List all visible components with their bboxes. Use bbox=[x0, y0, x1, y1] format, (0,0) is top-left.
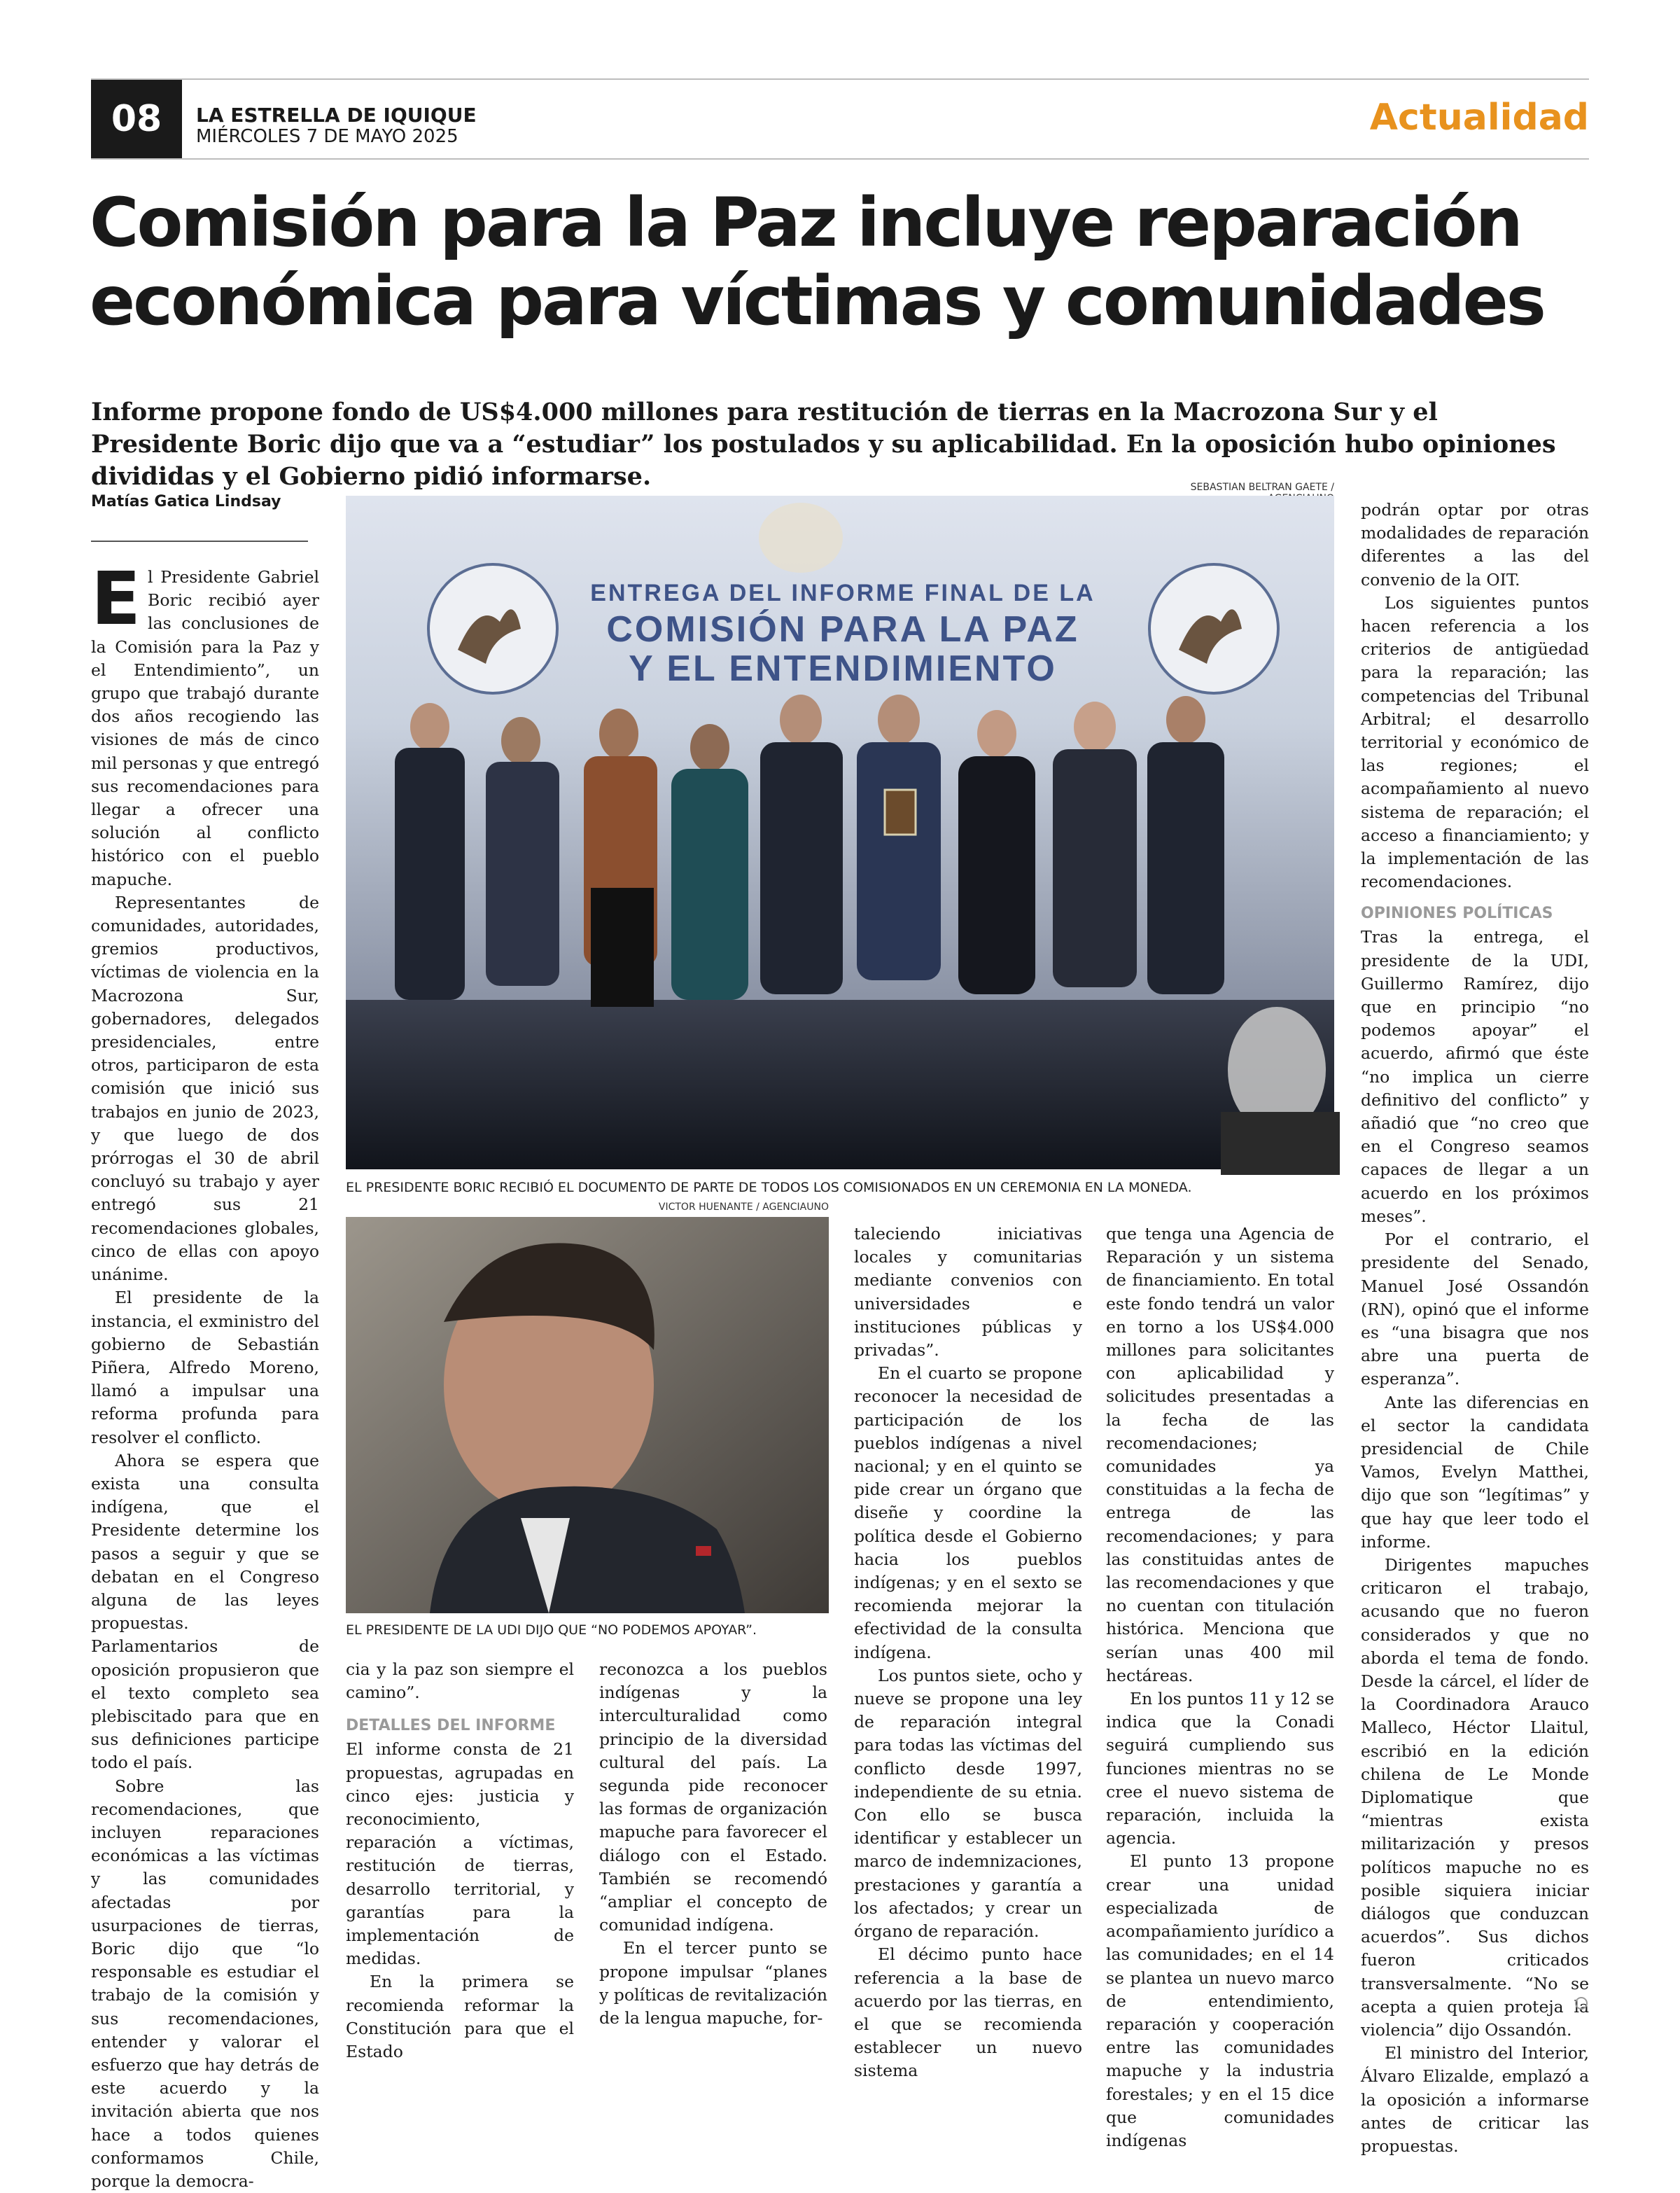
col1-paragraph-1: l Presidente Gabriel Boric recibió ayer las conclusiones de la Comisión para la Paz y el Entendimiento”, un grupo que trabajó durante dos años recogiendo las visiones de más de cinco mil personas y que entregó sus recomendaciones para llegar a ofrecer una solución al conflicto histórico con el pueblo mapuche. bbox=[91, 567, 319, 889]
col5-paragraph-2: Los siguientes puntos hacen referencia a los criterios de antigüedad para la reparación; las competencias del Tribunal Arbitral; el desarrollo territorial y económico de las regiones; el acompañamiento al nuevo sistema de reparación; el acceso a financiamiento; y la implementación de las recomendaciones. bbox=[1361, 592, 1589, 892]
col5-paragraph-7: El ministro del Interior, Álvaro Elizalde, emplazó a la oposición a informarse antes de criticar las propuestas. bbox=[1361, 2043, 1589, 2157]
secondary-photo bbox=[346, 1217, 829, 1613]
column-4 bbox=[1106, 1223, 1334, 2152]
section-label: Actualidad bbox=[1369, 97, 1589, 139]
col3-continuation-1: reconozca a los pueblos indígenas y la interculturalidad como principio de la diversidad cultural del país. La segunda pide reconocer las formas de organización mapuche para favorecer el diálogo con el Estado. También se recomendó “ampliar el concepto de comunidad indígena. bbox=[599, 1659, 827, 1935]
secondary-photo-credit: VICTOR HUENANTE / AGENCIAUNO bbox=[658, 1202, 829, 1213]
col4-paragraph-1: que tenga una Agencia de Reparación y un sistema de financiamiento. En total este fondo tendrá un valor en torno a los US$4.000 millones para solicitantes con aplicabilidad y solicitudes presentadas a la fecha de las recomendaciones; comunidades ya constituidas a la fecha de entrega de las recomendaciones; y para las constituidas antes de las recomendaciones y que no cuentan con titulación histórica. Menciona que serían unas 400 mil hectáreas. bbox=[1106, 1224, 1334, 1685]
newspaper-name: LA ESTRELLA DE IQUIQUE bbox=[196, 104, 477, 127]
section-head-detalles: DETALLES DEL INFORME bbox=[346, 1717, 556, 1735]
subheadline: Informe propone fondo de US$4.000 millones para restitución de tierras en la Macrozona Sur y el Presidente Boric dijo que va a “estudiar” los postulados y su aplicabilidad. En la oposición hubo opiniones divididas y el Gobierno pidió informarse. bbox=[91, 398, 1556, 491]
main-photo-credit: SEBASTIAN BELTRAN GAETE / bbox=[1190, 482, 1334, 493]
ceremony-photo-illustration bbox=[346, 496, 1334, 1169]
col1-paragraph-4: Ahora se espera que exista una consulta indígena, que el Presidente determine los pasos a seguir y que se debatan en el Congreso alguna de las leyes propuestas. Parlamentarios de oposición propusieron que el texto completo sea plebiscitado para que en sus definiciones participe todo el país. bbox=[91, 1450, 319, 1773]
dropcap: E bbox=[91, 556, 141, 641]
main-photo bbox=[346, 496, 1334, 1169]
byline: Matías Gatica Lindsay bbox=[91, 493, 281, 510]
col5-paragraph-5: Ante las diferencias en el sector la candidata presidencial de Chile Vamos, Evelyn Matthei, dijo que son “legítimas” y que hay que leer todo el informe. bbox=[1361, 1392, 1589, 1552]
portrait-photo-illustration bbox=[346, 1217, 829, 1613]
col3-continuation-2: En el tercer punto se propone impulsar “planes y políticas de revitalización de la lengua mapuche, for- bbox=[599, 1938, 827, 2028]
col5-paragraph-4: Por el contrario, el presidente del Senado, Manuel José Ossandón (RN), opinó que el informe es “una bisagra que nos abre una puerta de esperanza”. bbox=[1361, 1230, 1589, 1389]
col3-paragraph-1: taleciendo iniciativas locales y comunitarias mediante convenios con universidades e instituciones públicas y privadas”. bbox=[854, 1224, 1082, 1360]
page-number: 08 bbox=[91, 80, 182, 158]
col2-paragraph-2: El informe consta de 21 propuestas, agrupadas en cinco ejes: justicia y reconocimiento, reparación a víctimas, restitución de tierras, desarrollo territorial, y garantías para la implementación de medidas. bbox=[346, 1739, 574, 1969]
column-3 bbox=[854, 1223, 1082, 2083]
byline-rule bbox=[91, 541, 308, 542]
col5-paragraph-3: Tras la entrega, el presidente de la UDI, Guillermo Ramírez, dijo que en principio “no podemos apoyar” el acuerdo, afirmó que éste “no implica un cierre definitivo del conflicto” y añadió que “no creo que en el Congreso seamos capaces de llegar a un acuerdo en los próximos meses”. bbox=[1361, 927, 1589, 1226]
column-1 bbox=[91, 556, 319, 2193]
issue-date: MIÉRCOLES 7 DE MAYO 2025 bbox=[196, 126, 458, 147]
col2-paragraph-3: En la primera se recomienda reformar la Constitución para que el Estado bbox=[346, 1972, 574, 2062]
col3-paragraph-2: En el cuarto se propone reconocer la necesidad de participación de los pueblos indígenas a nivel nacional; y en el quinto se pide crear un órgano que diseñe y coordine la política desde el Gobierno hacia los pueblos indígenas; y en el sexto se recomienda mejorar la efectividad de la consulta indígena. bbox=[854, 1363, 1082, 1662]
end-of-article-icon bbox=[1575, 1997, 1588, 2010]
column-2b bbox=[599, 1658, 827, 2030]
headline: Comisión para la Paz incluye reparación económica para víctimas y comunidades bbox=[90, 183, 1544, 340]
section-head-opiniones: OPINIONES POLÍTICAS bbox=[1361, 905, 1553, 923]
col5-paragraph-1: podrán optar por otras modalidades de reparación diferentes a las del convenio de la OIT. bbox=[1361, 500, 1589, 590]
col3-paragraph-3: Los puntos siete, ocho y nueve se propone una ley de reparación integral para todas las víctimas del conflicto desde 1997, independiente de su etnia. Con ello se busca identificar y establecer un marco de indemnizaciones, prestaciones y garantía a los afectados; y crear un órgano de reparación. bbox=[854, 1665, 1082, 1942]
col1-paragraph-2: Representantes de comunidades, autoridades, gremios productivos, víctimas de violencia en la Macrozona Sur, gobernadores, delegados presidenciales, entre otros, participaron de esta comisión que inició sus trabajos en junio de 2023, y que luego de dos prórrogas el 30 de abril concluyó su trabajo y ayer entregó sus 21 recomendaciones globales, cinco de ellas con apoyo unánime. bbox=[91, 892, 319, 1285]
col4-paragraph-2: En los puntos 11 y 12 se indica que la Conadi seguirá cumpliendo sus funciones mientras no se cree el nuevo sistema de reparación, incluida la agencia. bbox=[1106, 1689, 1334, 1849]
secondary-photo-caption: EL PRESIDENTE DE LA UDI DIJO QUE “NO PODEMOS APOYAR”. bbox=[346, 1622, 757, 1638]
col2-paragraph-1: cia y la paz son siempre el camino”. bbox=[346, 1659, 574, 1703]
header-rule bbox=[91, 158, 1589, 160]
banner-line-2: COMISIÓN PARA LA PAZ bbox=[606, 609, 1079, 650]
col1-paragraph-3: El presidente de la instancia, el exministro del gobierno de Sebastián Piñera, Alfredo Moreno, llamó a impulsar una reforma profunda para resolver el conflicto. bbox=[91, 1288, 319, 1447]
column-2 bbox=[346, 1658, 574, 2063]
col3-paragraph-4: El décimo punto hace referencia a la base de acuerdo por las tierras, en el que se recomienda establecer un nuevo sistema bbox=[854, 1944, 1082, 2081]
top-rule bbox=[91, 78, 1589, 80]
banner-line-3: Y EL ENTENDIMIENTO bbox=[629, 648, 1057, 689]
main-photo-caption: EL PRESIDENTE BORIC RECIBIÓ EL DOCUMENTO DE PARTE DE TODOS LOS COMISIONADOS EN UN CEREMONIA EN LA MONEDA. bbox=[346, 1180, 1192, 1195]
banner-line-1: ENTREGA DEL INFORME FINAL DE LA bbox=[590, 580, 1096, 606]
column-5 bbox=[1361, 499, 1589, 2158]
col1-paragraph-5: Sobre las recomendaciones, que incluyen reparaciones económicas a las víctimas y las comunidades afectadas por usurpaciones de tierras, Boric dijo que “lo responsable es estudiar el trabajo de la comisión y sus recomendaciones, entender y valorar el esfuerzo que hay detrás de este acuerdo y la invitación abierta que nos hace a todos quienes conformamos Chile, porque la democra- bbox=[91, 1776, 319, 2192]
col5-paragraph-6: Dirigentes mapuches criticaron el trabajo, acusando que no fueron considerados y que no aborda el tema de fondo. Desde la cárcel, el líder de la Coordinadora Arauco Malleco, Héctor Llaitul, escribió en la edición chilena de Le Monde Diplomatique que “mientras exista militarización y presos políticos mapuche no es posible siquiera iniciar diálogos que conduzcan acuerdos”. Sus dichos fueron criticados transversalmente. “No se acepta a quien proteja la violencia” dijo Ossandón. bbox=[1361, 1554, 1589, 2040]
col4-paragraph-3: El punto 13 propone crear una unidad especializada de acompañamiento jurídico a las comunidades; en el 14 se plantea un nuevo marco de entendimiento, reparación y cooperación entre las comunidades mapuche y la industria forestales; y en el 15 dice que comunidades indígenas bbox=[1106, 1851, 1334, 2150]
